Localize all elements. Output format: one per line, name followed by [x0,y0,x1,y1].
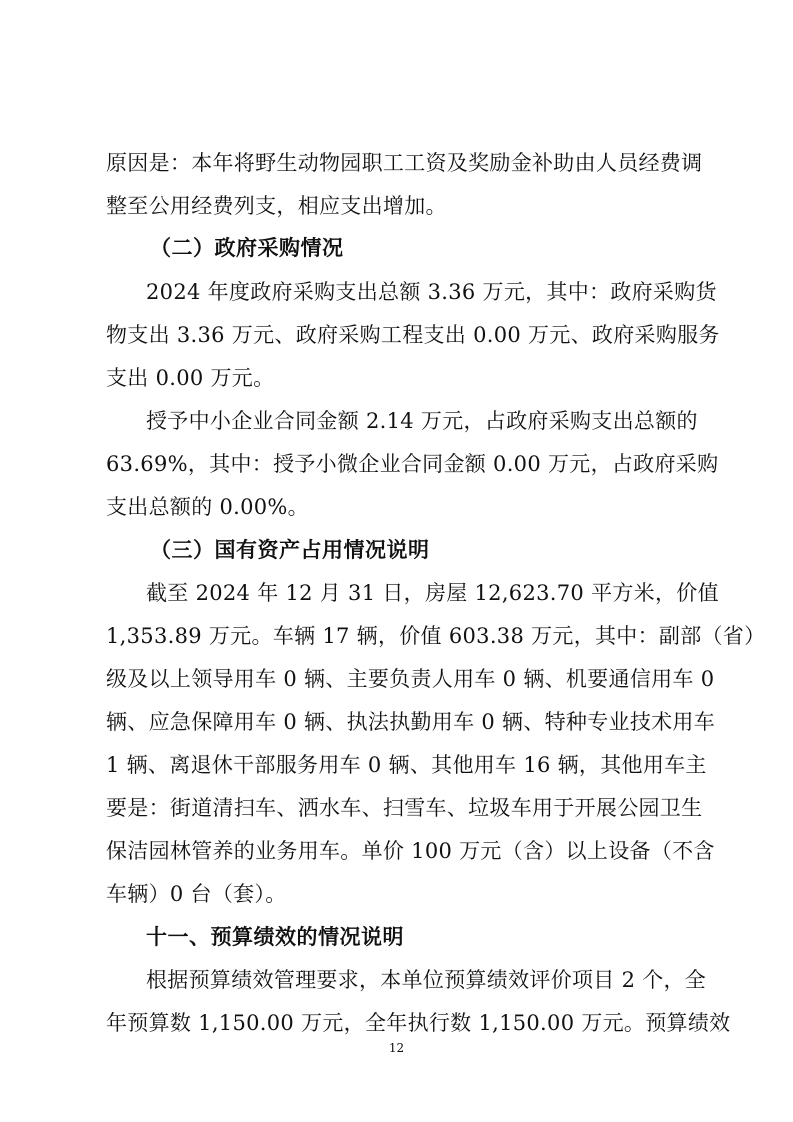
body-line: 支出总额的 0.00%。 [106,495,309,519]
body-line: 授予中小企业合同金额 2.14 万元，占政府采购支出总额的 [146,409,698,433]
body-line: 根据预算绩效管理要求，本单位预算绩效评价项目 2 个，全 [146,968,707,992]
body-line: 保洁园林管养的业务用车。单价 100 万元（含）以上设备（不含 [106,839,715,863]
section-heading-performance: 十一、预算绩效的情况说明 [146,925,404,949]
body-line: 1,353.89 万元。车辆 17 辆，价值 603.38 万元，其中：副部（省） [106,624,766,648]
body-line: 级及以上领导用车 0 辆、主要负责人用车 0 辆、机要通信用车 0 [106,667,715,691]
section-heading-procurement: （二）政府采购情况 [150,236,344,260]
body-line: 辆、应急保障用车 0 辆、执法执勤用车 0 辆、特种专业技术用车 [106,710,716,734]
body-line: 要是：街道清扫车、洒水车、扫雪车、垃圾车用于开展公园卫生 [106,796,703,820]
body-line: 63.69%，其中：授予小微企业合同金额 0.00 万元，占政府采购 [106,452,719,476]
body-line: 车辆）0 台（套）。 [106,882,287,906]
section-heading-assets: （三）国有资产占用情况说明 [150,538,430,562]
body-line: 年预算数 1,150.00 万元，全年执行数 1,150.00 万元。预算绩效 [106,1011,731,1035]
body-line: 整至公用经费列支，相应支出增加。 [106,194,447,218]
page-number: 12 [388,1041,405,1055]
body-line: 原因是：本年将野生动物园职工工资及奖励金补助由人员经费调 [106,151,703,175]
body-line: 2024 年度政府采购支出总额 3.36 万元，其中：政府采购货 [146,280,717,304]
body-line: 物支出 3.36 万元、政府采购工程支出 0.00 万元、政府采购服务 [106,323,720,347]
body-line: 截至 2024 年 12 月 31 日，房屋 12,623.70 平方米，价值 [146,581,719,605]
body-line: 1 辆、离退休干部服务用车 0 辆、其他用车 16 辆，其他用车主 [106,753,707,777]
body-line: 支出 0.00 万元。 [106,366,275,390]
